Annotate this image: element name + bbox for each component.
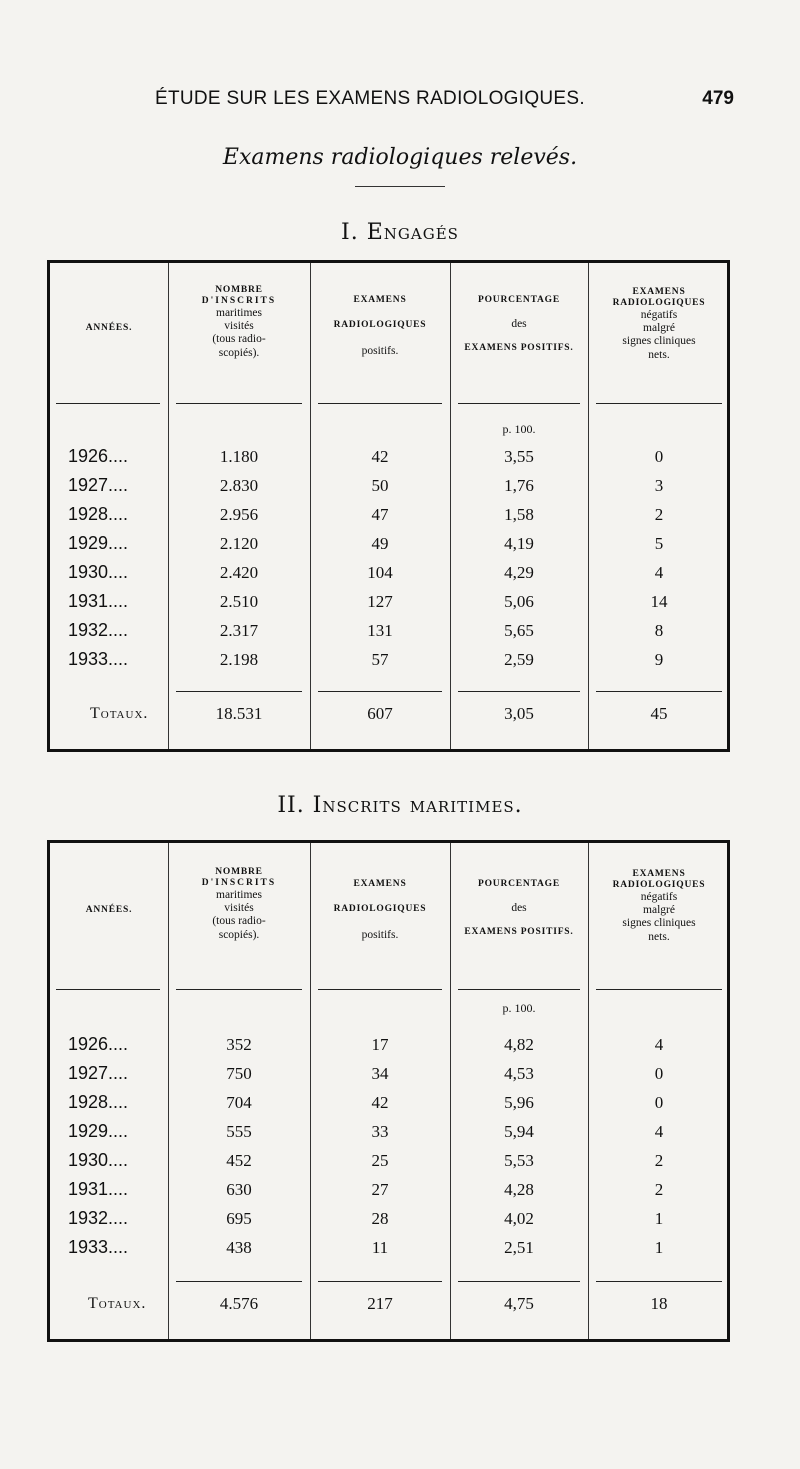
negative-cell: 5 <box>654 534 664 553</box>
section-title-engages: I. Engagés <box>341 220 459 245</box>
negative-cell: 3 <box>654 476 664 495</box>
registered-cell: 555 <box>226 1122 252 1141</box>
negative-cell: 9 <box>654 650 664 669</box>
table-inscrits-maritimes <box>47 840 730 1342</box>
negative-cell: 0 <box>654 447 664 466</box>
header-percent: POURCENTAGE des EXAMENS POSITIFS. <box>464 295 574 354</box>
header-rule <box>318 989 442 990</box>
percent-cell: 3,55 <box>504 447 534 466</box>
registered-cell: 452 <box>226 1151 252 1170</box>
totals-label: Totaux. <box>90 705 149 722</box>
totals-rule <box>176 1281 302 1282</box>
positive-cell: 49 <box>371 534 389 553</box>
header-rule <box>596 989 722 990</box>
percent-cell: 5,94 <box>504 1122 534 1141</box>
year-cell: 1928.... <box>68 504 129 524</box>
year-cell: 1927.... <box>68 475 129 495</box>
header-percent: POURCENTAGE des EXAMENS POSITIFS. <box>464 879 574 938</box>
year-cell: 1930.... <box>68 562 129 582</box>
negative-cell: 14 <box>650 592 668 611</box>
year-cell: 1928.... <box>68 1092 129 1112</box>
registered-cell: 2.120 <box>219 534 259 553</box>
year-cell: 1932.... <box>68 620 129 640</box>
registered-cell: 2.830 <box>219 476 259 495</box>
totals-rule <box>318 1281 442 1282</box>
registered-cell: 630 <box>226 1180 252 1199</box>
positive-cell: 25 <box>371 1151 389 1170</box>
totals-rule <box>458 691 580 692</box>
positive-cell: 17 <box>371 1035 389 1054</box>
header-negative: EXAMENS RADIOLOGIQUES négatifs malgré signes cliniques nets. <box>612 869 706 943</box>
negative-cell: 2 <box>654 505 664 524</box>
positive-total: 217 <box>367 1294 393 1313</box>
percent-cell: 5,06 <box>504 592 534 611</box>
header-registered: NOMBRE D'INSCRITS maritimes visités (tous radio- scopiés). <box>201 285 277 359</box>
registered-cell: 2.956 <box>219 505 259 524</box>
percent-cell: 4,28 <box>504 1180 534 1199</box>
percent-cell: 5,65 <box>504 621 534 640</box>
year-cell: 1929.... <box>68 1121 129 1141</box>
page-number: 479 <box>702 88 734 109</box>
registered-cell: 704 <box>226 1093 252 1112</box>
positive-cell: 11 <box>371 1238 389 1257</box>
percent-total: 4,75 <box>504 1294 534 1313</box>
totals-rule <box>458 1281 580 1282</box>
negative-total: 18 <box>650 1294 668 1313</box>
totals-label: Totaux. <box>88 1295 147 1312</box>
registered-total: 18.531 <box>215 704 263 723</box>
year-cell: 1932.... <box>68 1208 129 1228</box>
year-cell: 1933.... <box>68 649 129 669</box>
section-title-inscrits-maritimes: II. Inscrits maritimes. <box>277 793 523 818</box>
positive-cell: 131 <box>367 621 393 640</box>
percent-total: 3,05 <box>504 704 534 723</box>
running-header <box>0 88 800 118</box>
registered-cell: 2.198 <box>219 650 259 669</box>
percent-cell: 1,76 <box>504 476 534 495</box>
registered-cell: 695 <box>226 1209 252 1228</box>
percent-cell: 2,59 <box>504 650 534 669</box>
negative-cell: 0 <box>654 1064 664 1083</box>
positive-cell: 28 <box>371 1209 389 1228</box>
header-rule <box>318 403 442 404</box>
positive-cell: 34 <box>371 1064 389 1083</box>
totals-rule <box>596 1281 722 1282</box>
header-rule <box>458 403 580 404</box>
negative-cell: 4 <box>654 563 664 582</box>
percent-cell: 2,51 <box>504 1238 534 1257</box>
totals-rule <box>318 691 442 692</box>
totals-rule <box>176 691 302 692</box>
percent-cell: 4,53 <box>504 1064 534 1083</box>
year-cell: 1929.... <box>68 533 129 553</box>
negative-cell: 1 <box>654 1238 664 1257</box>
percent-cell: 4,29 <box>504 563 534 582</box>
registered-cell: 2.420 <box>219 563 259 582</box>
percent-cell: 5,96 <box>504 1093 534 1112</box>
header-positive: EXAMENS RADIOLOGIQUES positifs. <box>333 879 427 941</box>
header-rule <box>56 989 160 990</box>
percent-cell: 4,82 <box>504 1035 534 1054</box>
negative-cell: 2 <box>654 1180 664 1199</box>
year-cell: 1931.... <box>68 1179 129 1199</box>
positive-cell: 104 <box>367 563 393 582</box>
percent-cell: 1,58 <box>504 505 534 524</box>
negative-cell: 0 <box>654 1093 664 1112</box>
registered-cell: 750 <box>226 1064 252 1083</box>
negative-cell: 8 <box>654 621 664 640</box>
header-rule <box>176 403 302 404</box>
year-cell: 1927.... <box>68 1063 129 1083</box>
positive-cell: 127 <box>367 592 393 611</box>
negative-cell: 4 <box>654 1035 664 1054</box>
year-cell: 1933.... <box>68 1237 129 1257</box>
positive-cell: 42 <box>371 1093 389 1112</box>
header-years: ANNÉES. <box>85 905 133 915</box>
percent-cell: 5,53 <box>504 1151 534 1170</box>
header-rule <box>596 403 722 404</box>
registered-cell: 2.510 <box>219 592 259 611</box>
percent-cell: 4,19 <box>504 534 534 553</box>
registered-cell: 438 <box>226 1238 252 1257</box>
year-cell: 1926.... <box>68 446 129 466</box>
header-positive: EXAMENS RADIOLOGIQUES positifs. <box>333 295 427 357</box>
negative-total: 45 <box>650 704 668 723</box>
percent-unit: p. 100. <box>502 1001 536 1015</box>
registered-cell: 352 <box>226 1035 252 1054</box>
percent-unit: p. 100. <box>502 422 536 436</box>
negative-cell: 1 <box>654 1209 664 1228</box>
year-cell: 1930.... <box>68 1150 129 1170</box>
year-cell: 1926.... <box>68 1034 129 1054</box>
table-engages <box>47 260 730 752</box>
positive-cell: 47 <box>371 505 389 524</box>
negative-cell: 2 <box>654 1151 664 1170</box>
positive-total: 607 <box>367 704 393 723</box>
header-registered: NOMBRE D'INSCRITS maritimes visités (tous radio- scopiés). <box>201 867 277 941</box>
positive-cell: 33 <box>371 1122 389 1141</box>
positive-cell: 50 <box>371 476 389 495</box>
running-title: ÉTUDE SUR LES EXAMENS RADIOLOGIQUES. <box>155 88 585 109</box>
positive-cell: 42 <box>371 447 389 466</box>
header-rule <box>56 403 160 404</box>
year-cell: 1931.... <box>68 591 129 611</box>
registered-total: 4.576 <box>219 1294 259 1313</box>
header-years: ANNÉES. <box>85 323 133 333</box>
percent-cell: 4,02 <box>504 1209 534 1228</box>
positive-cell: 57 <box>371 650 389 669</box>
registered-cell: 1.180 <box>219 447 259 466</box>
header-rule <box>458 989 580 990</box>
header-negative: EXAMENS RADIOLOGIQUES négatifs malgré signes cliniques nets. <box>612 287 706 361</box>
page-title: Examens radiologiques relevés. <box>222 145 578 170</box>
positive-cell: 27 <box>371 1180 389 1199</box>
title-divider <box>355 186 445 187</box>
header-rule <box>176 989 302 990</box>
negative-cell: 4 <box>654 1122 664 1141</box>
registered-cell: 2.317 <box>219 621 259 640</box>
totals-rule <box>596 691 722 692</box>
